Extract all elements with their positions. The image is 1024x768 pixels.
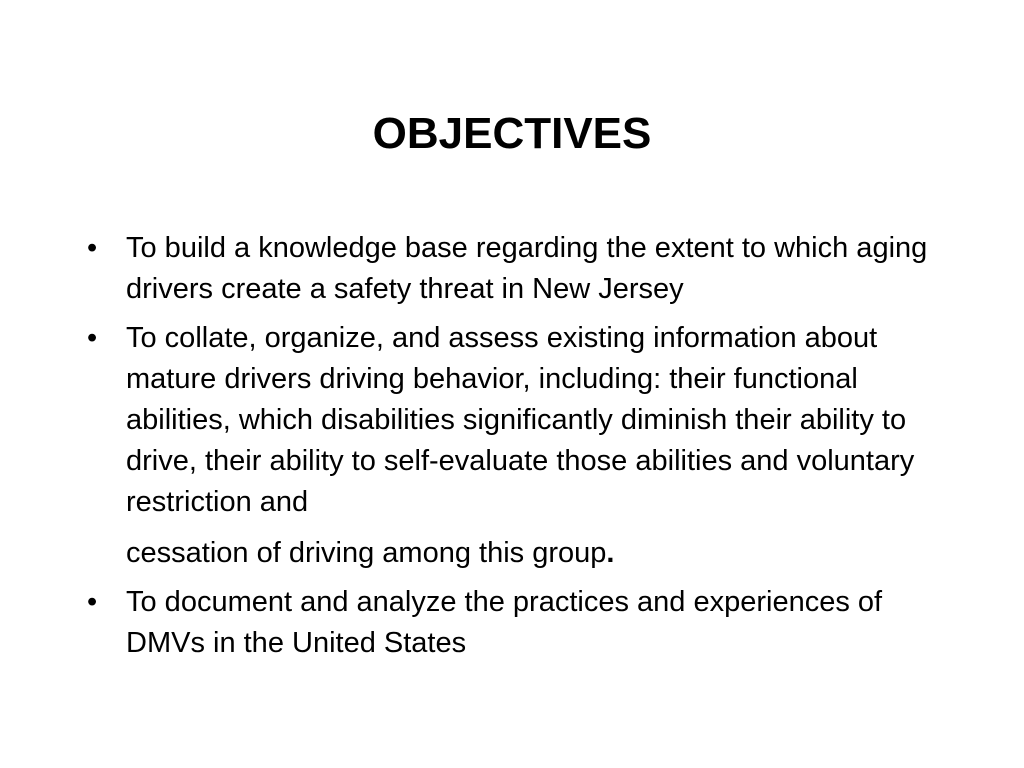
list-item <box>0 318 938 574</box>
bullet-text: To build a knowledge base regarding the extent to which aging drivers create a safety threat in New Jersey <box>126 232 928 305</box>
objectives-list <box>0 228 1024 672</box>
slide-title: OBJECTIVES <box>372 109 652 158</box>
bullet-icon: • <box>87 586 98 618</box>
bullet-tail-period: . <box>606 537 615 569</box>
bullet-icon: • <box>87 232 98 264</box>
list-item <box>0 228 938 310</box>
bullet-icon: • <box>87 322 98 354</box>
bullet-text: To collate, organize, and assess existing information about mature drivers driving behavior, including: their functional abilities, which disabilities significantly diminish their ability to drive, their ability to self-evaluate those abilities and voluntary restriction and <box>126 322 915 518</box>
bullet-text: To document and analyze the practices and experiences of DMVs in the United States <box>126 586 883 659</box>
bullet-tail-text: cessation of driving among this group <box>126 537 607 569</box>
list-item <box>0 582 938 664</box>
bullet-text-continuation <box>126 533 938 574</box>
